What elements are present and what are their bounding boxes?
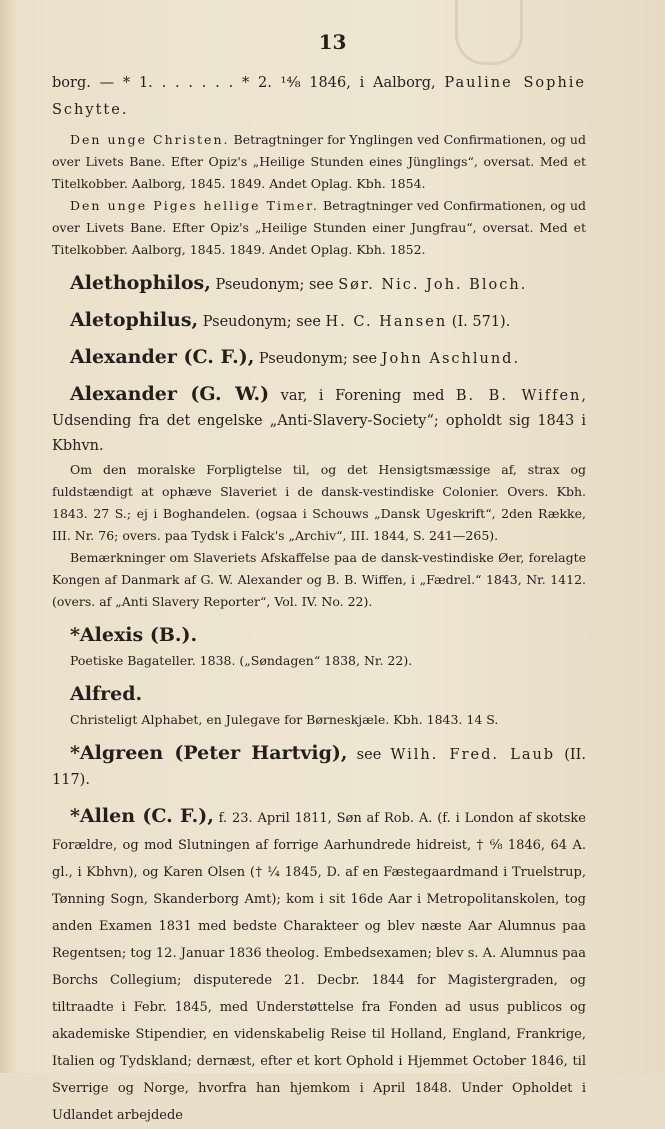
headword: Alexander (G. W.) [70,383,270,405]
work-entry [52,129,586,195]
intro-text-3: 1846, i Aalborg, [300,75,445,91]
headword: Aletophilus, [70,309,199,331]
entry-text: see [347,747,391,763]
headword: Alfred. [70,683,143,705]
work-entry: Om den moralske Forpligtelse til, og det Hensigtsmæssige af, strax og fuldstændigt at ophæve Slaveriet i de dansk-vestindiske Colonier. Overs. Kbh. 1843. 27 S.; ej i Boghandelen. (ogsaa i Schouws „Dansk Ugeskrift“, 2den Række, III. Nr. 76; overs. paa Tydsk i Falck's „Archiv“, III. 1844, S. 241—265). [52,462,586,543]
headword: Alexander (C. F.), [70,346,255,368]
headword: *Alexis (B.). [70,624,198,646]
cross-reference: Sør. Nic. Joh. Bloch. [338,277,528,293]
entry-algreen [52,741,586,793]
work-text: Betragtninger for Ynglingen ved Confirmationen, og ud over Livets Bane. Efter Opiz's „Heilige Stunden eines Jünglings“, oversat. Med et Titelkobber. Aalborg, 1845. 1849. Andet Oplag. Kbh. 1854. [52,132,586,191]
intro-continuation [52,70,586,124]
work-entry: Christeligt Alphabet, en Julegave for Børneskjæle. Kbh. 1843. 14 S. [70,712,499,727]
intro-fraction: ¹⁴⁄₈ [280,75,301,91]
headword: *Algreen (Peter Hartvig), [70,742,348,764]
work-entry: Bemærkninger om Slaveriets Afskaffelse paa de dansk-vestindiske Øer, forelagte Kongen af Danmark af G. W. Alexander og B. B. Wiffen, i „Fædrel.“ 1843, Nr. 1412. (overs. af „Anti Slavery Reporter“, Vol. IV. No. 22). [52,550,586,609]
page-number: 13 [318,30,347,54]
work-entry: Poetiske Bagateller. 1838. („Søndagen“ 1838, Nr. 22). [70,653,413,668]
work-text: Betragtninger ved Confirmationen, og ud over Livets Bane. Efter Opiz's „Heilige Stunden einer Jungfrau“, oversat. Med et Titelkobber. Aalborg, 1845. 1849. Andet Oplag. Kbh. 1852. [52,198,586,257]
entry-text: Pseudonym; see [198,314,326,330]
entry-aletophilus [52,308,586,335]
cross-reference: H. C. Hansen [325,314,448,330]
entry-alethophilos [52,271,586,298]
headword: *Allen (C. F.), [70,805,214,827]
entry-alfred [52,682,586,731]
cross-reference: B. B. Wiffen [455,388,582,404]
entry-text: var, i Forening med [269,388,456,404]
entry-text: (II. 117). [52,747,587,788]
entry-text: (I. 571). [447,314,511,330]
entry-allen [52,803,586,1129]
entry-date: 1843 i Kbhvn. [52,413,586,454]
cross-reference: John Aschlund. [381,351,521,367]
entry-alexis [52,623,586,672]
entry-text: Pseudonym; see [210,277,339,293]
intro-spouse: Pauline Sophie Schytte. [52,75,586,118]
text-column [52,70,586,1129]
headword: Alethophilos, [70,272,211,294]
entry-main [52,382,586,459]
entry-alexander-gw [52,382,586,613]
work-entry [52,195,586,261]
works-list [52,129,586,261]
entry-text: f. 23. April 1811, Søn af Rob. A. (f. i London af skotske Forældre, og mod Slutningen af forrige Aarhundrede hidreist, † ⁶⁄₈ 1846, 64 A. gl., i Kbhvn), og Karen Olsen († ¼ 1845, D. af en Fæstegaardmand i Truelstrup, Tønning Sogn, Skanderborg Amt); kom i sit 16de Aar i Metropolitanskolen, tog anden Examen 1831 med bedste Charakteer og blev næste Aar Alumnus paa Regentsen; tog 12. Januar 1836 theolog. Embedsexamen; blev s. A. Alumnus paa Borchs Collegium; disputerede 21. Decbr. 1844 for Magistergraden, og tiltraadte i Febr. 1845, med Understøttelse fra Fonden ad usus publicos og akademiske Stipendier, en videnskabelig Reise til Holland, England, Frankrige, Italien og Tydskland; dernæst, efter et kort Ophold i Hjemmet October 1846, til Sverrige og Norge, hvorfra han hjemkom i April 1848. Under Opholdet i Udlandet arbejdede [52,811,586,1123]
entry-alexander-cf [52,345,586,372]
work-title: Den unge Piges hellige Timer. [70,198,319,213]
work-title: Den unge Christen. [70,132,230,147]
entry-text: , Udsending fra det engelske „Anti-Slavery-Society“; opholdt sig [52,388,587,429]
entry-text: Pseudonym; see [254,351,382,367]
cross-reference: Wilh. Fred. Laub [390,747,556,763]
intro-text-1: borg. — * 1. . . . . . . * 2. [52,75,281,91]
